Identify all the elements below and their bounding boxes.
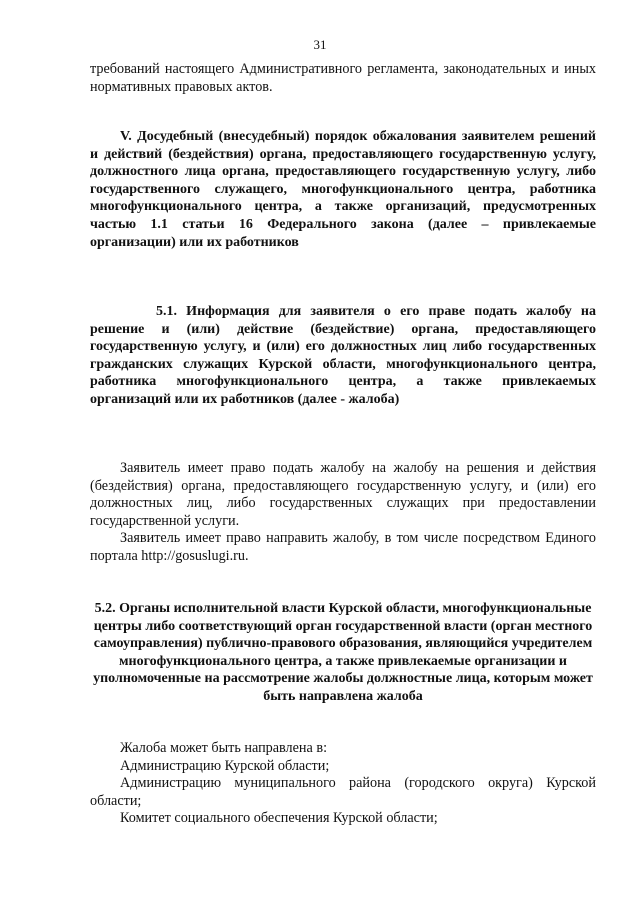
section-5-1-heading (90, 303, 596, 409)
continuation-text: требований настоящего Административного регламента, законодательных и иных нормативных правовых актов. (90, 61, 596, 95)
section-5-1-body (90, 460, 596, 566)
complaint-recipients-list (90, 740, 596, 828)
section-5-1-paragraph-1: Заявитель имеет право подать жалобу на жалобу на решения и действия (бездействия) органа, предоставляющего государственную услугу, и (или) его должностных лиц, либо государственных служащих при предоставлении государственной услуги. (90, 460, 596, 529)
section-5-1-paragraph-2: Заявитель имеет право направить жалобу, в том числе посредством Единого портала http://gosuslugi.ru. (90, 530, 596, 564)
page-number: 31 (313, 37, 327, 52)
list-item: Администрацию Курской области; (120, 757, 330, 774)
list-item: Жалоба может быть направлена в: (120, 740, 328, 756)
continuation-paragraph (90, 61, 596, 96)
list-item: Администрацию муниципального района (городского округа) Курской области; (90, 775, 596, 809)
section-5-2-title: 5.2. Органы исполнительной власти Курской области, многофункциональные центры либо соответствующий орган государственной власти (орган местного самоуправления) публично-правового образования, являющийся учредителем многофункционального центра, а также привлекаемые организации и уполномоченные на рассмотрение жалобы должностные лица, которым может быть направлена жалоба (93, 601, 593, 704)
section-5-1-title: 5.1. Информация для заявителя о его праве подать жалобу на решение и (или) действие (бездействие) органа, предоставляющего государственную услугу, и (или) его должностных лиц либо государственных гражданских служащих Курской области, многофункционального центра, работника многофункционального центра, а также привлекаемых организаций или их работников (далее - жалоба) (90, 304, 596, 407)
section-5-2-heading (90, 600, 596, 706)
section-5-title: V. Досудебный (внесудебный) порядок обжалования заявителем решений и действий (бездействия) органа, предоставляющего государственную услугу, должностного лица органа, предоставляющего государственную услугу, либо государственного служащего, многофункционального центра, работника многофункционального центра, а также организаций, предусмотренных частью 1.1 статьи 16 Федерального закона (далее – привлекаемые организации) или их работников (90, 129, 596, 250)
section-5-heading (90, 128, 596, 251)
list-item: Комитет социального обеспечения Курской области; (120, 810, 438, 827)
